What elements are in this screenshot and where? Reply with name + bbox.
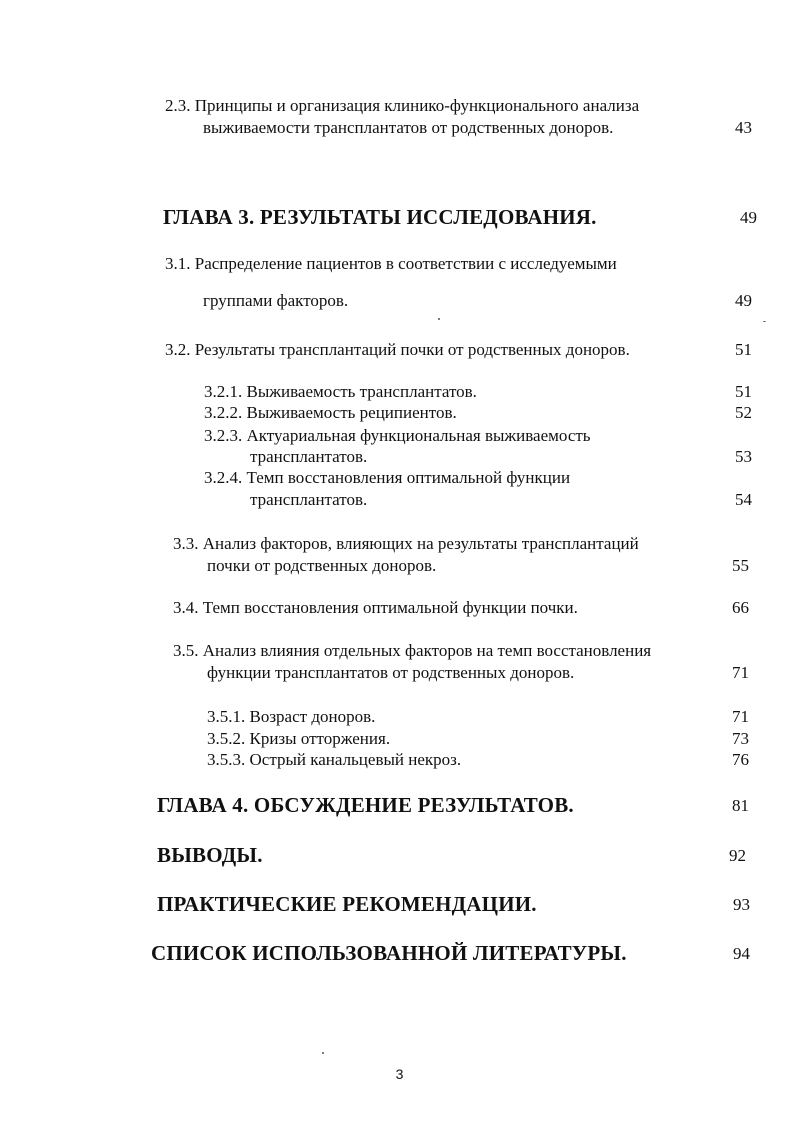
- toc-entry-3-5-1-page: 71: [732, 707, 749, 726]
- toc-entry-3-2-page: 51: [735, 340, 752, 359]
- toc-entry-3-3-line2: почки от родственных доноров.: [207, 556, 437, 575]
- chapter-3-heading: ГЛАВА 3. РЕЗУЛЬТАТЫ ИССЛЕДОВАНИЯ.: [163, 205, 597, 229]
- toc-entry-3-5-3-page: 76: [732, 750, 749, 769]
- toc-entry-3-5-page: 71: [732, 663, 749, 682]
- toc-entry-3-3-page: 55: [732, 556, 749, 575]
- toc-entry-3-1-page: 49: [735, 291, 752, 310]
- toc-entry-3-4-page: 66: [732, 598, 749, 617]
- toc-entry-3-2-4-line2: трансплантатов.: [250, 490, 368, 509]
- toc-entry-2-3-line1: 2.3. Принципы и организация клинико-функционального анализа: [165, 96, 640, 115]
- toc-entry-3-3-line1: 3.3. Анализ факторов, влияющих на результаты трансплантаций: [173, 534, 639, 553]
- toc-entry-3-2-2: 3.2.2. Выживаемость реципиентов.: [204, 403, 457, 422]
- toc-entry-3-1-line2: группами факторов.: [203, 291, 349, 310]
- toc-entry-3-5-3: 3.5.3. Острый канальцевый некроз.: [207, 750, 462, 769]
- toc-entry-3-2-3-line2: трансплантатов.: [250, 447, 368, 466]
- toc-entry-3-5-2: 3.5.2. Кризы отторжения.: [207, 729, 391, 748]
- toc-entry-3-2-1: 3.2.1. Выживаемость трансплантатов.: [204, 382, 477, 401]
- toc-entry-3-2-4-page: 54: [735, 490, 752, 509]
- toc-entry-3-2-2-page: 52: [735, 403, 752, 422]
- page-number: 3: [395, 1066, 404, 1082]
- toc-entry-3-4: 3.4. Темп восстановления оптимальной функции почки.: [173, 598, 578, 617]
- references-page: 94: [733, 944, 750, 963]
- scan-speck: [438, 318, 440, 320]
- scan-speck: [763, 321, 766, 322]
- toc-entry-3-2-4-line1: 3.2.4. Темп восстановления оптимальной функции: [204, 468, 571, 487]
- chapter-3-page: 49: [740, 208, 757, 227]
- toc-entry-3-5-1: 3.5.1. Возраст доноров.: [207, 707, 376, 726]
- toc-entry-3-2-1-page: 51: [735, 382, 752, 401]
- chapter-4-page: 81: [732, 796, 749, 815]
- scan-speck: [322, 1052, 324, 1054]
- conclusions-page: 92: [729, 846, 746, 865]
- toc-entry-2-3-line2: выживаемости трансплантатов от родственных доноров.: [203, 118, 614, 137]
- recommendations-page: 93: [733, 895, 750, 914]
- toc-entry-3-5-line1: 3.5. Анализ влияния отдельных факторов на темп восстановления: [173, 641, 652, 660]
- toc-entry-3-1-line1: 3.1. Распределение пациентов в соответствии с исследуемыми: [165, 254, 617, 273]
- toc-entry-3-5-line2: функции трансплантатов от родственных доноров.: [207, 663, 575, 682]
- references-heading: СПИСОК ИСПОЛЬЗОВАННОЙ ЛИТЕРАТУРЫ.: [151, 941, 627, 965]
- chapter-4-heading: ГЛАВА 4. ОБСУЖДЕНИЕ РЕЗУЛЬТАТОВ.: [157, 793, 574, 817]
- toc-entry-2-3-page: 43: [735, 118, 752, 137]
- toc-entry-3-2-3-line1: 3.2.3. Актуариальная функциональная выживаемость: [204, 426, 591, 445]
- toc-entry-3-2-3-page: 53: [735, 447, 752, 466]
- toc-entry-3-5-2-page: 73: [732, 729, 749, 748]
- conclusions-heading: ВЫВОДЫ.: [157, 843, 263, 867]
- toc-entry-3-2: 3.2. Результаты трансплантаций почки от родственных доноров.: [165, 340, 630, 359]
- recommendations-heading: ПРАКТИЧЕСКИЕ РЕКОМЕНДАЦИИ.: [157, 892, 537, 916]
